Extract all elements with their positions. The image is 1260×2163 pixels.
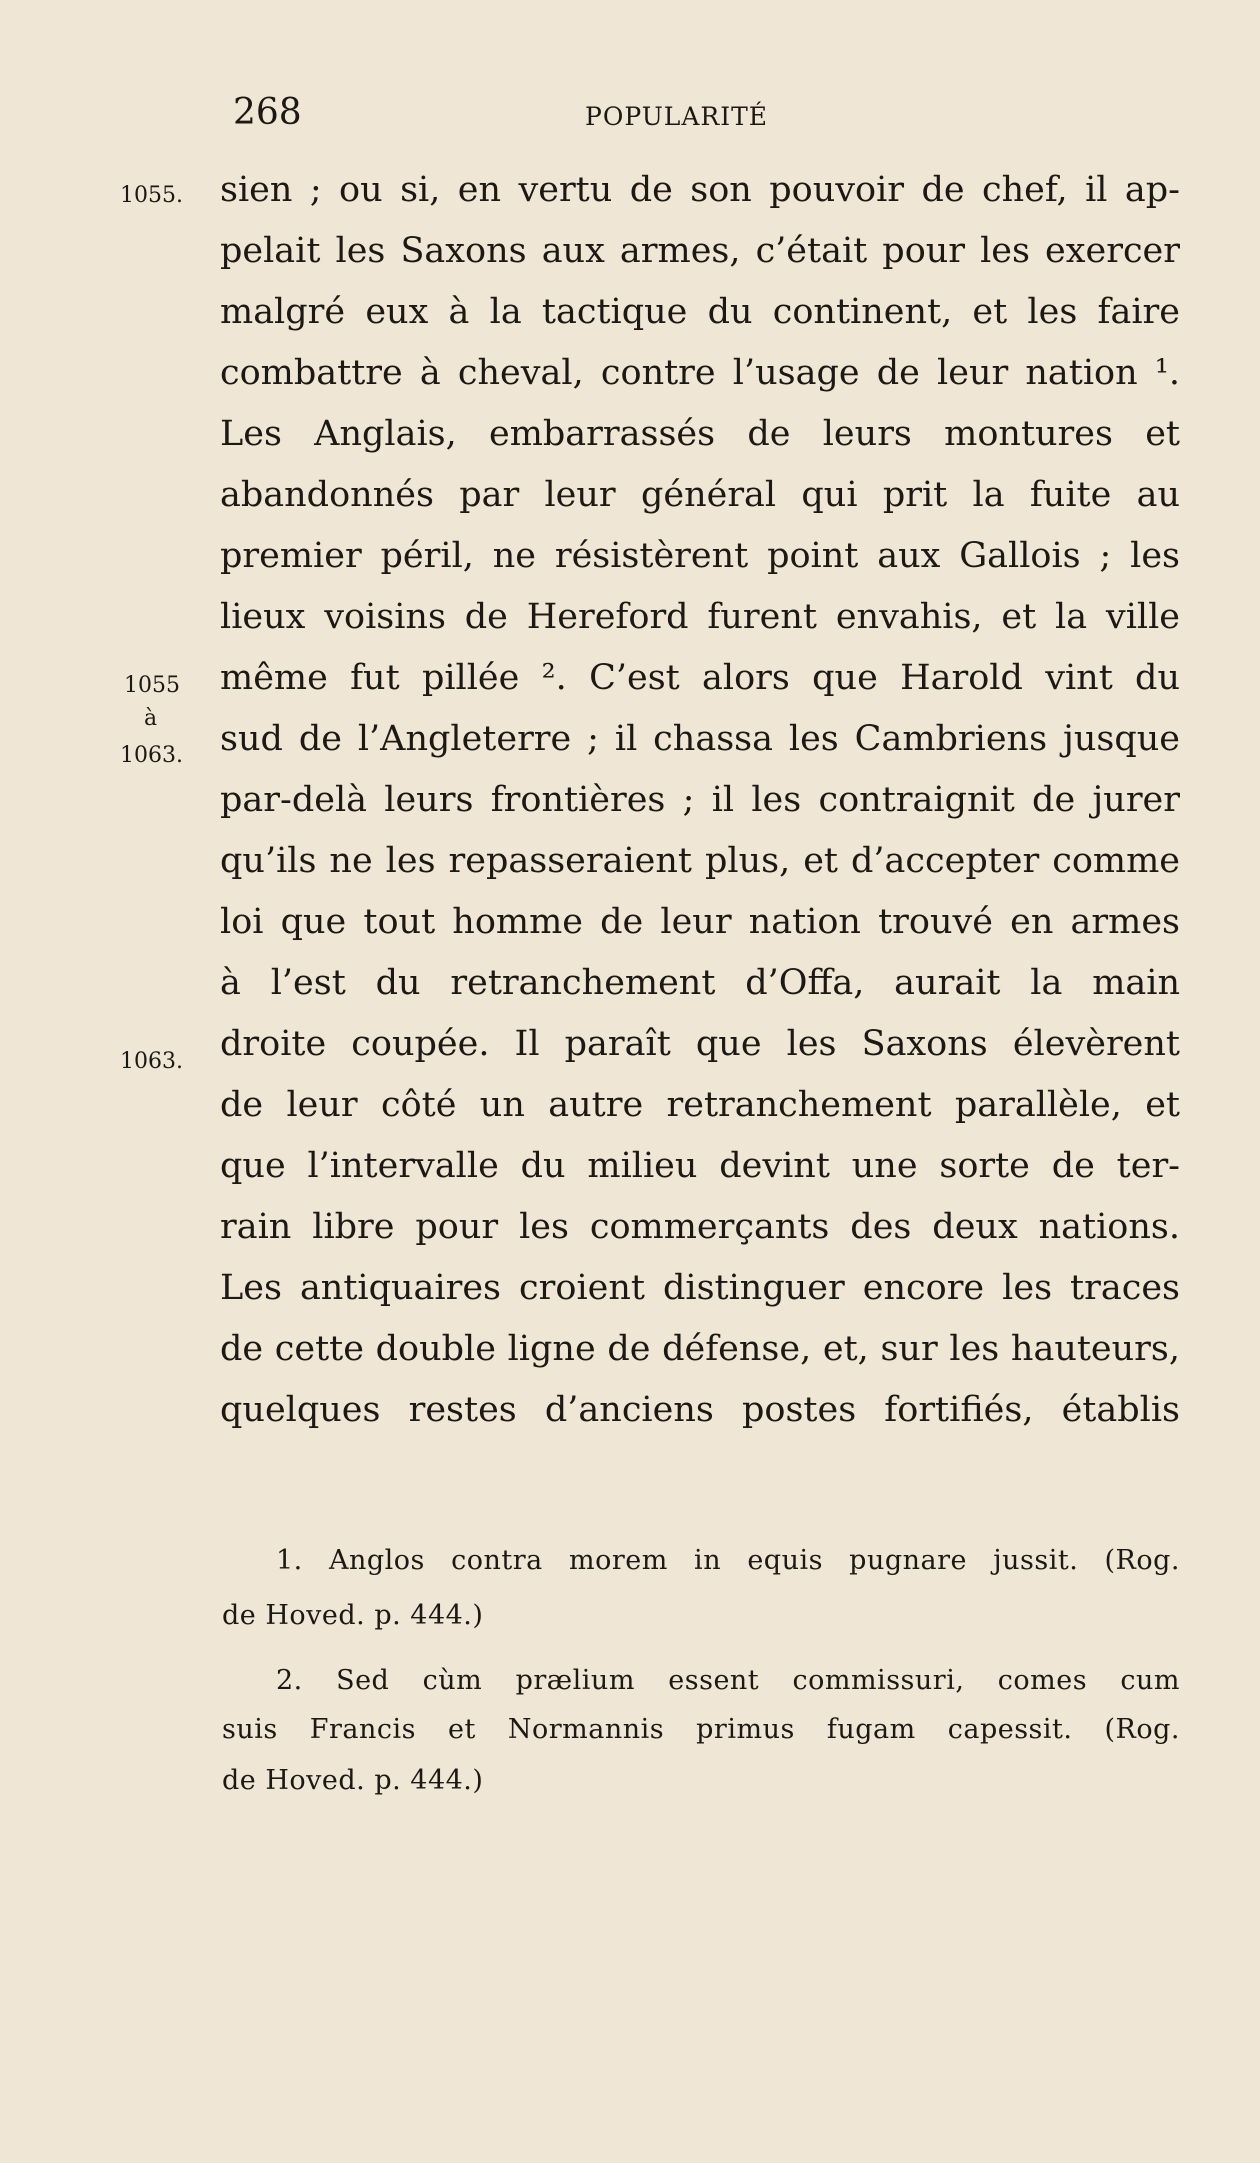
- body-line-18: rain libre pour les commerçants des deux nations.: [220, 1207, 1180, 1247]
- margin-note-year-1055: 1055.: [120, 183, 183, 208]
- body-line-14: à l’est du retranchement d’Offa, aurait la main: [220, 963, 1180, 1003]
- page-number: 268: [233, 92, 302, 133]
- body-line-4: combattre à cheval, contre l’usage de leur nation ¹.: [220, 353, 1180, 393]
- margin-note-range-start: 1055: [124, 673, 180, 698]
- body-line-13: loi que tout homme de leur nation trouvé en armes: [220, 902, 1180, 942]
- body-line-19: Les antiquaires croient distinguer encore les traces: [220, 1268, 1180, 1308]
- body-line-10: sud de l’Angleterre ; il chassa les Cambriens jusque: [220, 719, 1180, 759]
- body-line-6: abandonnés par leur général qui prit la fuite au: [220, 475, 1180, 515]
- body-line-7: premier péril, ne résistèrent point aux Gallois ; les: [220, 536, 1180, 576]
- margin-note-year-1063: 1063.: [120, 1049, 183, 1074]
- running-title: POPULARITÉ: [585, 102, 769, 131]
- body-line-1: sien ; ou si, en vertu de son pouvoir de chef, il ap-: [220, 170, 1180, 210]
- body-line-15: droite coupée. Il paraît que les Saxons élevèrent: [220, 1024, 1180, 1064]
- body-line-9: même fut pillée ². C’est alors que Harold vint du: [220, 658, 1180, 698]
- margin-note-range-mid: à: [144, 706, 158, 731]
- body-line-17: que l’intervalle du milieu devint une sorte de ter-: [220, 1146, 1180, 1186]
- footnote-1-line-2: de Hoved. p. 444.): [222, 1600, 484, 1631]
- footnote-2-line-3: de Hoved. p. 444.): [222, 1765, 484, 1796]
- footnote-2-line-1: 2. Sed cùm prælium essent commissuri, comes cum: [276, 1665, 1180, 1696]
- body-line-5: Les Anglais, embarrassés de leurs montures et: [220, 414, 1180, 454]
- running-head: [0, 92, 1260, 148]
- body-line-2: pelait les Saxons aux armes, c’était pour les exercer: [220, 231, 1180, 271]
- footnote-2-line-2: suis Francis et Normannis primus fugam capessit. (Rog.: [222, 1714, 1180, 1745]
- body-line-12: qu’ils ne les repasseraient plus, et d’accepter comme: [220, 841, 1180, 881]
- body-line-20: de cette double ligne de défense, et, sur les hauteurs,: [220, 1329, 1180, 1369]
- body-line-16: de leur côté un autre retranchement parallèle, et: [220, 1085, 1180, 1125]
- margin-note-range-end: 1063.: [120, 743, 183, 768]
- body-line-21: quelques restes d’anciens postes fortifiés, établis: [220, 1390, 1180, 1430]
- body-line-3: malgré eux à la tactique du continent, et les faire: [220, 292, 1180, 332]
- body-line-8: lieux voisins de Hereford furent envahis, et la ville: [220, 597, 1180, 637]
- body-line-11: par-delà leurs frontières ; il les contraignit de jurer: [220, 780, 1180, 820]
- footnote-1-line-1: 1. Anglos contra morem in equis pugnare jussit. (Rog.: [276, 1545, 1180, 1576]
